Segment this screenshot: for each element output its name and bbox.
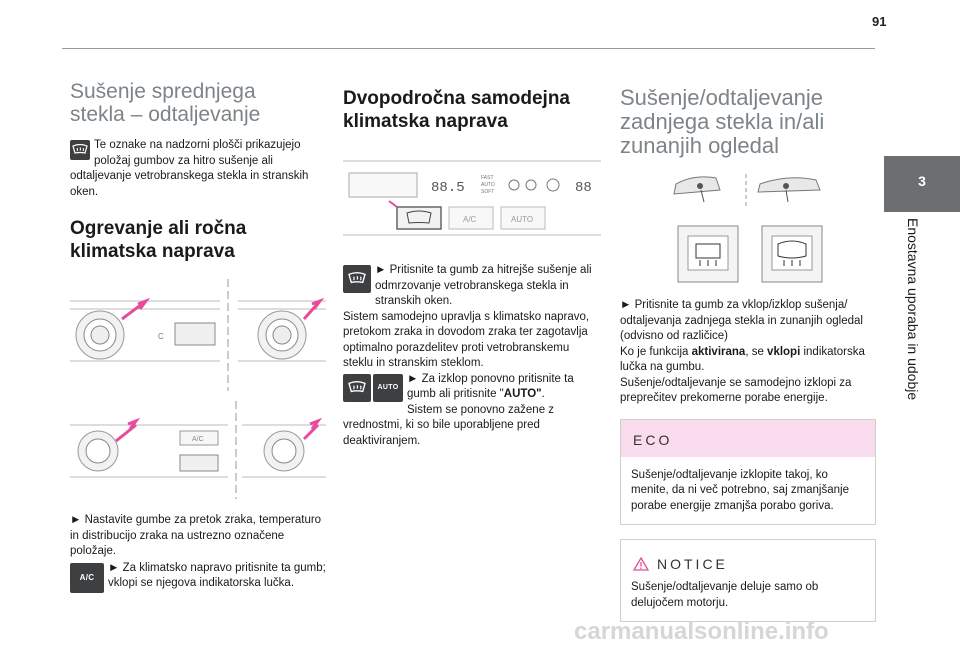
svg-text:SOFT: SOFT <box>481 189 495 195</box>
windscreen-defrost-icon <box>70 140 90 160</box>
header-rule <box>62 48 875 49</box>
eco-text: Sušenje/odtaljevanje izklopite takoj, ko menite, da ni več potrebno, saj zmanjšanje porabe energije zmanjša porabo goriva. <box>631 468 849 512</box>
manual-ac-panel-illustration-2 <box>70 401 326 499</box>
step-ac-button: A/C ► Za klimatsko napravo pritisnite ta gumb; vklopi se njegova indikatorska lučka. <box>70 561 326 592</box>
chapter-tab <box>884 156 960 212</box>
step-rear-defrost: ► Pritisnite ta gumb za vklop/izklop sušenja/ odtaljevanja zadnjega stekla in zunanjih ogledal (odvisno od različice) Ko je funkcija aktivirana, se vklopi indikatorska lučka na gumbu. Sušenje/odtaljevanje se samodejno izklopi za preprečitev prekomerne porabe energije. <box>620 299 865 404</box>
section-heading-rear-defrost: Sušenje/odtaljevanje zadnjega stekla in/ali zunanjih ogledal <box>620 85 825 158</box>
chapter-title: Enostavna uporaba in udobje <box>905 218 921 401</box>
section-heading-front-defrost: Sušenje sprednjega stekla – odtaljevanje <box>70 80 261 126</box>
column-front-defrost <box>70 80 326 595</box>
windscreen-defrost-icon <box>343 265 371 293</box>
windscreen-defrost-icon-2 <box>343 374 371 402</box>
eco-title: ECO <box>621 420 875 457</box>
section-heading-dual-zone: Dvopodročna samodejna klimatska naprava <box>343 88 570 132</box>
warning-triangle-icon <box>633 557 649 571</box>
eco-box <box>620 419 876 526</box>
intro-paragraph: Te oznake na nadzorni plošči prikazujejo položaj gumbov za hitro sušenje ali odtaljevanje vetrobranskega stekla in stranskih oken. <box>70 139 309 198</box>
step-manual-adjust: ► Nastavite gumbe za pretok zraka, temperaturo in distribucijo zraka na ustrezno označene položaje. <box>70 514 322 557</box>
auto-button-icon: AUTO <box>373 374 403 402</box>
rear-defrost-illustration <box>620 172 876 286</box>
chapter-title-vertical <box>873 218 937 448</box>
svg-text:AUTO: AUTO <box>511 215 534 224</box>
section-heading-manual-ac: Ogrevanje ali ročna klimatska naprava <box>70 218 247 262</box>
svg-text:AUTO: AUTO <box>481 182 495 188</box>
panel-display-right: 88 <box>575 180 592 196</box>
svg-text:C: C <box>158 332 164 341</box>
notice-box <box>620 539 876 622</box>
manual-ac-panel-illustration-1 <box>70 279 326 391</box>
column-rear-defrost <box>620 80 876 622</box>
svg-text:FAST: FAST <box>481 175 494 181</box>
dual-zone-panel-illustration <box>343 153 601 249</box>
notice-text: Sušenje/odtaljevanje deluje samo ob delujočem motorju. <box>631 581 819 609</box>
step-dual-zone-off: AUTO ► Za izklop ponovno pritisnite ta gumb ali pritisnite "AUTO". Sistem se ponovno zažene z vrednostmi, ki so bile uporabljene pred deaktiviranjem. <box>343 372 574 447</box>
page-number: 91 <box>872 14 887 29</box>
notice-title: NOTICE <box>657 555 728 572</box>
chapter-number: 3 <box>918 173 926 189</box>
svg-text:A/C: A/C <box>463 215 477 224</box>
panel-display-left: 88.5 <box>431 180 465 196</box>
watermark: carmanualsonline.info <box>574 618 829 645</box>
ac-mini-label: A/C <box>192 436 204 443</box>
column-dual-zone <box>343 80 601 449</box>
step-dual-zone-defrost: ► Pritisnite ta gumb za hitrejše sušenje ali odmrzovanje vetrobranskega stekla in stranskih oken. Sistem samodejno upravlja s klimatsko napravo, pretokom zraka in dovodom zraka ter zagotavlja optimalno porazdelitev proti vetrobranskemu steklu in stranskim steklom. <box>343 264 592 369</box>
ac-button-icon: A/C <box>70 563 104 593</box>
